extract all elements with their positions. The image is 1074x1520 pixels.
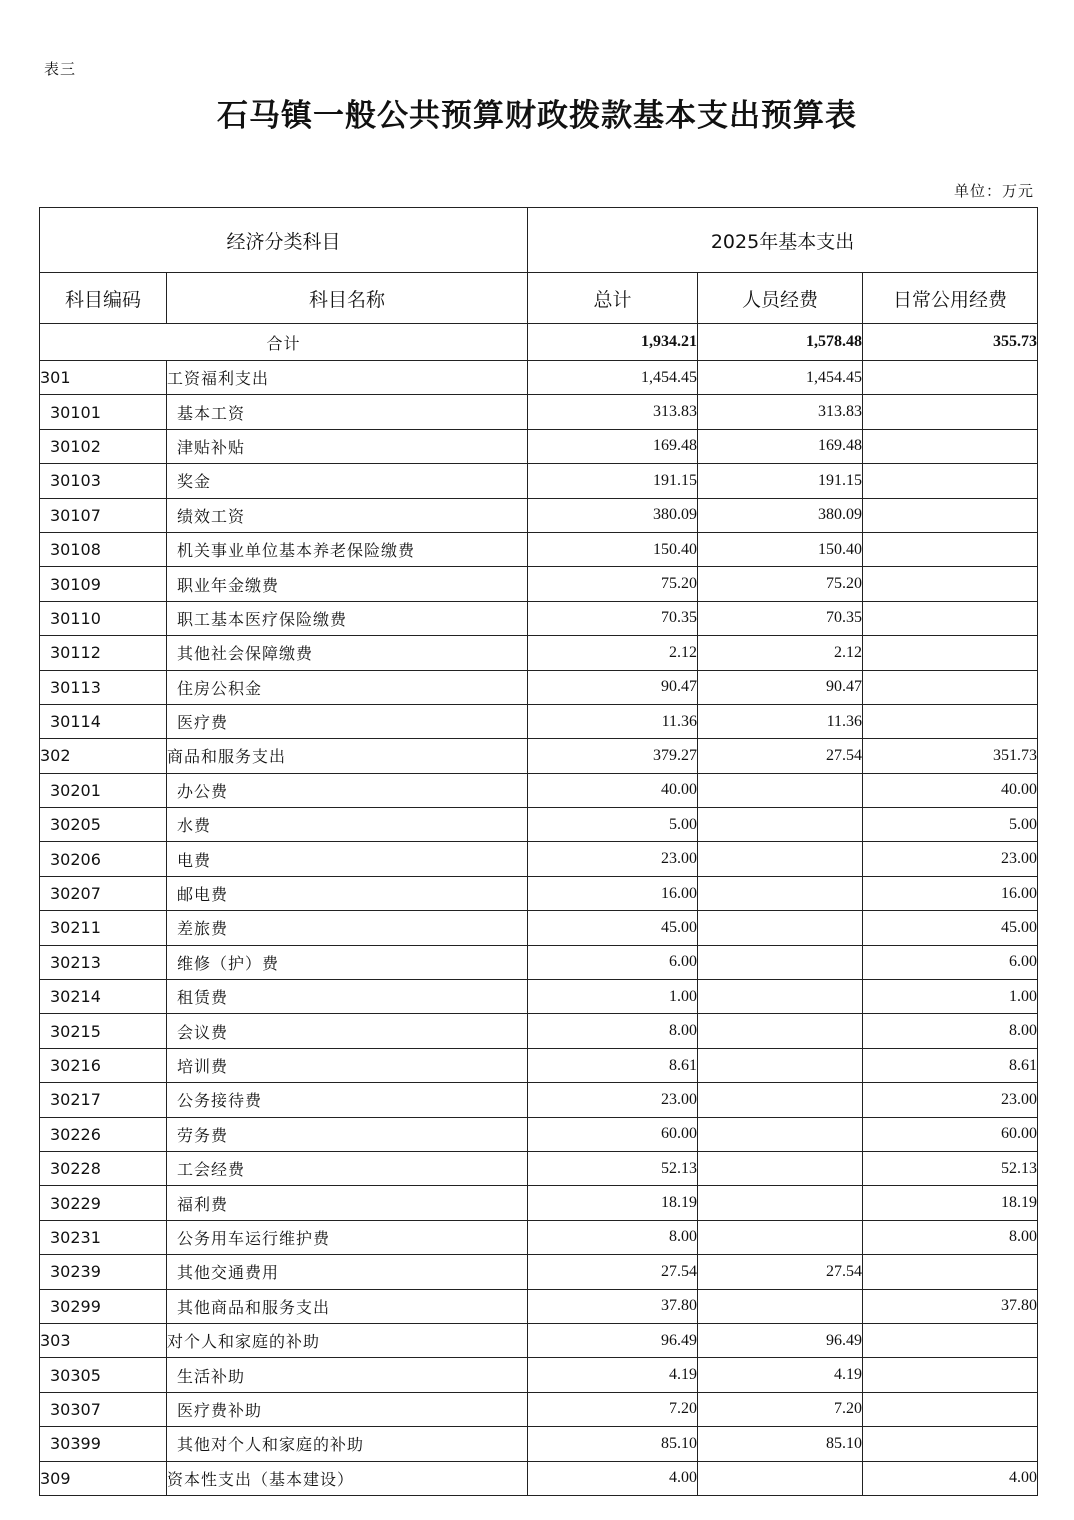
row-public: 8.00 <box>863 1220 1038 1254</box>
row-code: 30101 <box>40 395 167 429</box>
row-name: 劳务费 <box>167 1117 528 1151</box>
row-total: 169.48 <box>528 429 698 463</box>
row-public <box>863 1427 1038 1461</box>
row-name: 租赁费 <box>167 980 528 1014</box>
row-public <box>863 1323 1038 1357</box>
row-public: 18.19 <box>863 1186 1038 1220</box>
row-public <box>863 464 1038 498</box>
table-row <box>40 1186 1038 1220</box>
row-code: 30206 <box>40 842 167 876</box>
row-public: 60.00 <box>863 1117 1038 1151</box>
row-personnel <box>698 808 863 842</box>
row-personnel <box>698 1083 863 1117</box>
table-row <box>40 1151 1038 1185</box>
table-row <box>40 395 1038 429</box>
row-public: 351.73 <box>863 739 1038 773</box>
row-personnel: 169.48 <box>698 429 863 463</box>
row-name: 其他对个人和家庭的补助 <box>167 1427 528 1461</box>
column-header-total: 总计 <box>528 273 698 324</box>
row-total: 8.61 <box>528 1048 698 1082</box>
total-label: 合计 <box>40 324 528 361</box>
row-public <box>863 1358 1038 1392</box>
row-name: 其他社会保障缴费 <box>167 636 528 670</box>
row-code: 30112 <box>40 636 167 670</box>
row-public: 23.00 <box>863 842 1038 876</box>
row-personnel <box>698 1014 863 1048</box>
row-name: 水费 <box>167 808 528 842</box>
row-total: 191.15 <box>528 464 698 498</box>
row-name: 其他交通费用 <box>167 1255 528 1289</box>
row-code: 30207 <box>40 876 167 910</box>
row-name: 职业年金缴费 <box>167 567 528 601</box>
total-personnel: 1,578.48 <box>698 324 863 361</box>
row-name: 会议费 <box>167 1014 528 1048</box>
row-code: 30213 <box>40 945 167 979</box>
row-total: 23.00 <box>528 1083 698 1117</box>
row-public: 37.80 <box>863 1289 1038 1323</box>
row-personnel <box>698 1048 863 1082</box>
row-name: 维修（护）费 <box>167 945 528 979</box>
row-public: 52.13 <box>863 1151 1038 1185</box>
row-name: 公务用车运行维护费 <box>167 1220 528 1254</box>
row-public <box>863 395 1038 429</box>
row-public: 45.00 <box>863 911 1038 945</box>
row-code: 30229 <box>40 1186 167 1220</box>
row-code: 301 <box>40 361 167 395</box>
row-personnel <box>698 1220 863 1254</box>
row-public: 23.00 <box>863 1083 1038 1117</box>
row-personnel: 1,454.45 <box>698 361 863 395</box>
row-total: 37.80 <box>528 1289 698 1323</box>
row-public: 4.00 <box>863 1461 1038 1495</box>
table-row <box>40 1289 1038 1323</box>
row-total: 150.40 <box>528 532 698 566</box>
row-name: 福利费 <box>167 1186 528 1220</box>
table-row <box>40 1461 1038 1495</box>
row-personnel <box>698 773 863 807</box>
header-group-row <box>40 208 1038 273</box>
table-row <box>40 361 1038 395</box>
row-code: 30226 <box>40 1117 167 1151</box>
table-row <box>40 532 1038 566</box>
table-row <box>40 429 1038 463</box>
row-total: 4.19 <box>528 1358 698 1392</box>
row-total: 96.49 <box>528 1323 698 1357</box>
row-total: 27.54 <box>528 1255 698 1289</box>
header-basic-expenditure: 2025年基本支出 <box>528 208 1038 273</box>
row-personnel <box>698 945 863 979</box>
row-total: 5.00 <box>528 808 698 842</box>
unit-label: 单位：万元 <box>953 182 1034 200</box>
row-public: 8.00 <box>863 1014 1038 1048</box>
row-code: 30215 <box>40 1014 167 1048</box>
total-public: 355.73 <box>863 324 1038 361</box>
row-personnel: 27.54 <box>698 1255 863 1289</box>
row-name: 工资福利支出 <box>167 361 528 395</box>
row-name: 差旅费 <box>167 911 528 945</box>
row-total: 18.19 <box>528 1186 698 1220</box>
table-row <box>40 1117 1038 1151</box>
row-total: 1.00 <box>528 980 698 1014</box>
page-title: 石马镇一般公共预算财政拨款基本支出预算表 <box>217 98 857 134</box>
row-name: 基本工资 <box>167 395 528 429</box>
table-row <box>40 739 1038 773</box>
row-total: 313.83 <box>528 395 698 429</box>
row-code: 30307 <box>40 1392 167 1426</box>
row-personnel <box>698 1151 863 1185</box>
column-header-name: 科目名称 <box>167 273 528 324</box>
row-code: 30299 <box>40 1289 167 1323</box>
table-row <box>40 1392 1038 1426</box>
row-total: 75.20 <box>528 567 698 601</box>
table-row <box>40 980 1038 1014</box>
row-public <box>863 498 1038 532</box>
row-personnel <box>698 911 863 945</box>
row-name: 工会经费 <box>167 1151 528 1185</box>
table-row <box>40 1014 1038 1048</box>
total-sum: 1,934.21 <box>528 324 698 361</box>
row-name: 其他商品和服务支出 <box>167 1289 528 1323</box>
row-name: 职工基本医疗保险缴费 <box>167 601 528 635</box>
row-personnel: 75.20 <box>698 567 863 601</box>
row-code: 30217 <box>40 1083 167 1117</box>
total-row <box>40 324 1038 361</box>
table-row <box>40 842 1038 876</box>
row-personnel: 96.49 <box>698 1323 863 1357</box>
row-personnel: 191.15 <box>698 464 863 498</box>
row-total: 11.36 <box>528 704 698 738</box>
row-personnel: 85.10 <box>698 1427 863 1461</box>
row-total: 8.00 <box>528 1014 698 1048</box>
row-code: 303 <box>40 1323 167 1357</box>
table-row <box>40 464 1038 498</box>
table-row <box>40 773 1038 807</box>
row-name: 生活补助 <box>167 1358 528 1392</box>
row-total: 23.00 <box>528 842 698 876</box>
row-public <box>863 429 1038 463</box>
row-total: 60.00 <box>528 1117 698 1151</box>
row-name: 医疗费补助 <box>167 1392 528 1426</box>
row-total: 45.00 <box>528 911 698 945</box>
row-code: 30107 <box>40 498 167 532</box>
row-code: 30103 <box>40 464 167 498</box>
row-name: 商品和服务支出 <box>167 739 528 773</box>
table-row <box>40 876 1038 910</box>
row-total: 379.27 <box>528 739 698 773</box>
row-personnel: 2.12 <box>698 636 863 670</box>
row-code: 30399 <box>40 1427 167 1461</box>
row-code: 30231 <box>40 1220 167 1254</box>
row-total: 1,454.45 <box>528 361 698 395</box>
row-personnel <box>698 1186 863 1220</box>
row-personnel: 27.54 <box>698 739 863 773</box>
row-personnel <box>698 876 863 910</box>
row-public <box>863 636 1038 670</box>
row-personnel: 313.83 <box>698 395 863 429</box>
row-total: 4.00 <box>528 1461 698 1495</box>
row-personnel: 380.09 <box>698 498 863 532</box>
row-name: 对个人和家庭的补助 <box>167 1323 528 1357</box>
row-code: 30109 <box>40 567 167 601</box>
row-public <box>863 601 1038 635</box>
row-personnel <box>698 1461 863 1495</box>
row-total: 380.09 <box>528 498 698 532</box>
row-total: 2.12 <box>528 636 698 670</box>
row-total: 70.35 <box>528 601 698 635</box>
table-row <box>40 1255 1038 1289</box>
row-public <box>863 704 1038 738</box>
row-code: 30239 <box>40 1255 167 1289</box>
row-code: 302 <box>40 739 167 773</box>
row-code: 30201 <box>40 773 167 807</box>
row-public: 40.00 <box>863 773 1038 807</box>
row-name: 资本性支出（基本建设） <box>167 1461 528 1495</box>
table-row <box>40 567 1038 601</box>
table-row <box>40 911 1038 945</box>
row-code: 30211 <box>40 911 167 945</box>
row-name: 电费 <box>167 842 528 876</box>
column-header-personnel: 人员经费 <box>698 273 863 324</box>
row-total: 40.00 <box>528 773 698 807</box>
column-header-public: 日常公用经费 <box>863 273 1038 324</box>
row-total: 16.00 <box>528 876 698 910</box>
table-row <box>40 1427 1038 1461</box>
row-total: 90.47 <box>528 670 698 704</box>
row-code: 30228 <box>40 1151 167 1185</box>
header-column-row <box>40 273 1038 324</box>
row-name: 津贴补贴 <box>167 429 528 463</box>
row-public <box>863 361 1038 395</box>
row-name: 邮电费 <box>167 876 528 910</box>
row-code: 30114 <box>40 704 167 738</box>
row-personnel: 11.36 <box>698 704 863 738</box>
row-code: 30214 <box>40 980 167 1014</box>
row-total: 85.10 <box>528 1427 698 1461</box>
row-public: 8.61 <box>863 1048 1038 1082</box>
column-header-code: 科目编码 <box>40 273 167 324</box>
row-public <box>863 532 1038 566</box>
table-row <box>40 1358 1038 1392</box>
table-row <box>40 1048 1038 1082</box>
row-name: 奖金 <box>167 464 528 498</box>
row-code: 30113 <box>40 670 167 704</box>
row-code: 30110 <box>40 601 167 635</box>
row-personnel <box>698 1117 863 1151</box>
row-public <box>863 1255 1038 1289</box>
row-total: 52.13 <box>528 1151 698 1185</box>
row-name: 绩效工资 <box>167 498 528 532</box>
row-personnel: 4.19 <box>698 1358 863 1392</box>
row-name: 办公费 <box>167 773 528 807</box>
row-name: 机关事业单位基本养老保险缴费 <box>167 532 528 566</box>
row-public: 16.00 <box>863 876 1038 910</box>
table-row <box>40 1220 1038 1254</box>
budget-table <box>39 207 1038 1496</box>
row-code: 30102 <box>40 429 167 463</box>
row-personnel <box>698 1289 863 1323</box>
row-public <box>863 567 1038 601</box>
table-row <box>40 945 1038 979</box>
row-personnel: 90.47 <box>698 670 863 704</box>
row-name: 住房公积金 <box>167 670 528 704</box>
row-personnel <box>698 980 863 1014</box>
row-public: 5.00 <box>863 808 1038 842</box>
table-row <box>40 601 1038 635</box>
row-code: 30205 <box>40 808 167 842</box>
row-name: 医疗费 <box>167 704 528 738</box>
row-personnel: 70.35 <box>698 601 863 635</box>
row-total: 6.00 <box>528 945 698 979</box>
table-row <box>40 1323 1038 1357</box>
row-code: 30216 <box>40 1048 167 1082</box>
row-public <box>863 1392 1038 1426</box>
row-personnel: 7.20 <box>698 1392 863 1426</box>
table-row <box>40 498 1038 532</box>
table-row <box>40 670 1038 704</box>
row-public: 6.00 <box>863 945 1038 979</box>
row-code: 30305 <box>40 1358 167 1392</box>
row-code: 309 <box>40 1461 167 1495</box>
table-row <box>40 1083 1038 1117</box>
row-name: 培训费 <box>167 1048 528 1082</box>
header-economic-classification: 经济分类科目 <box>40 208 528 273</box>
table-row <box>40 808 1038 842</box>
table-row <box>40 636 1038 670</box>
row-public <box>863 670 1038 704</box>
row-total: 7.20 <box>528 1392 698 1426</box>
table-row <box>40 704 1038 738</box>
row-name: 公务接待费 <box>167 1083 528 1117</box>
row-public: 1.00 <box>863 980 1038 1014</box>
row-personnel <box>698 842 863 876</box>
table-number-label: 表三 <box>44 60 77 78</box>
row-personnel: 150.40 <box>698 532 863 566</box>
row-code: 30108 <box>40 532 167 566</box>
row-total: 8.00 <box>528 1220 698 1254</box>
